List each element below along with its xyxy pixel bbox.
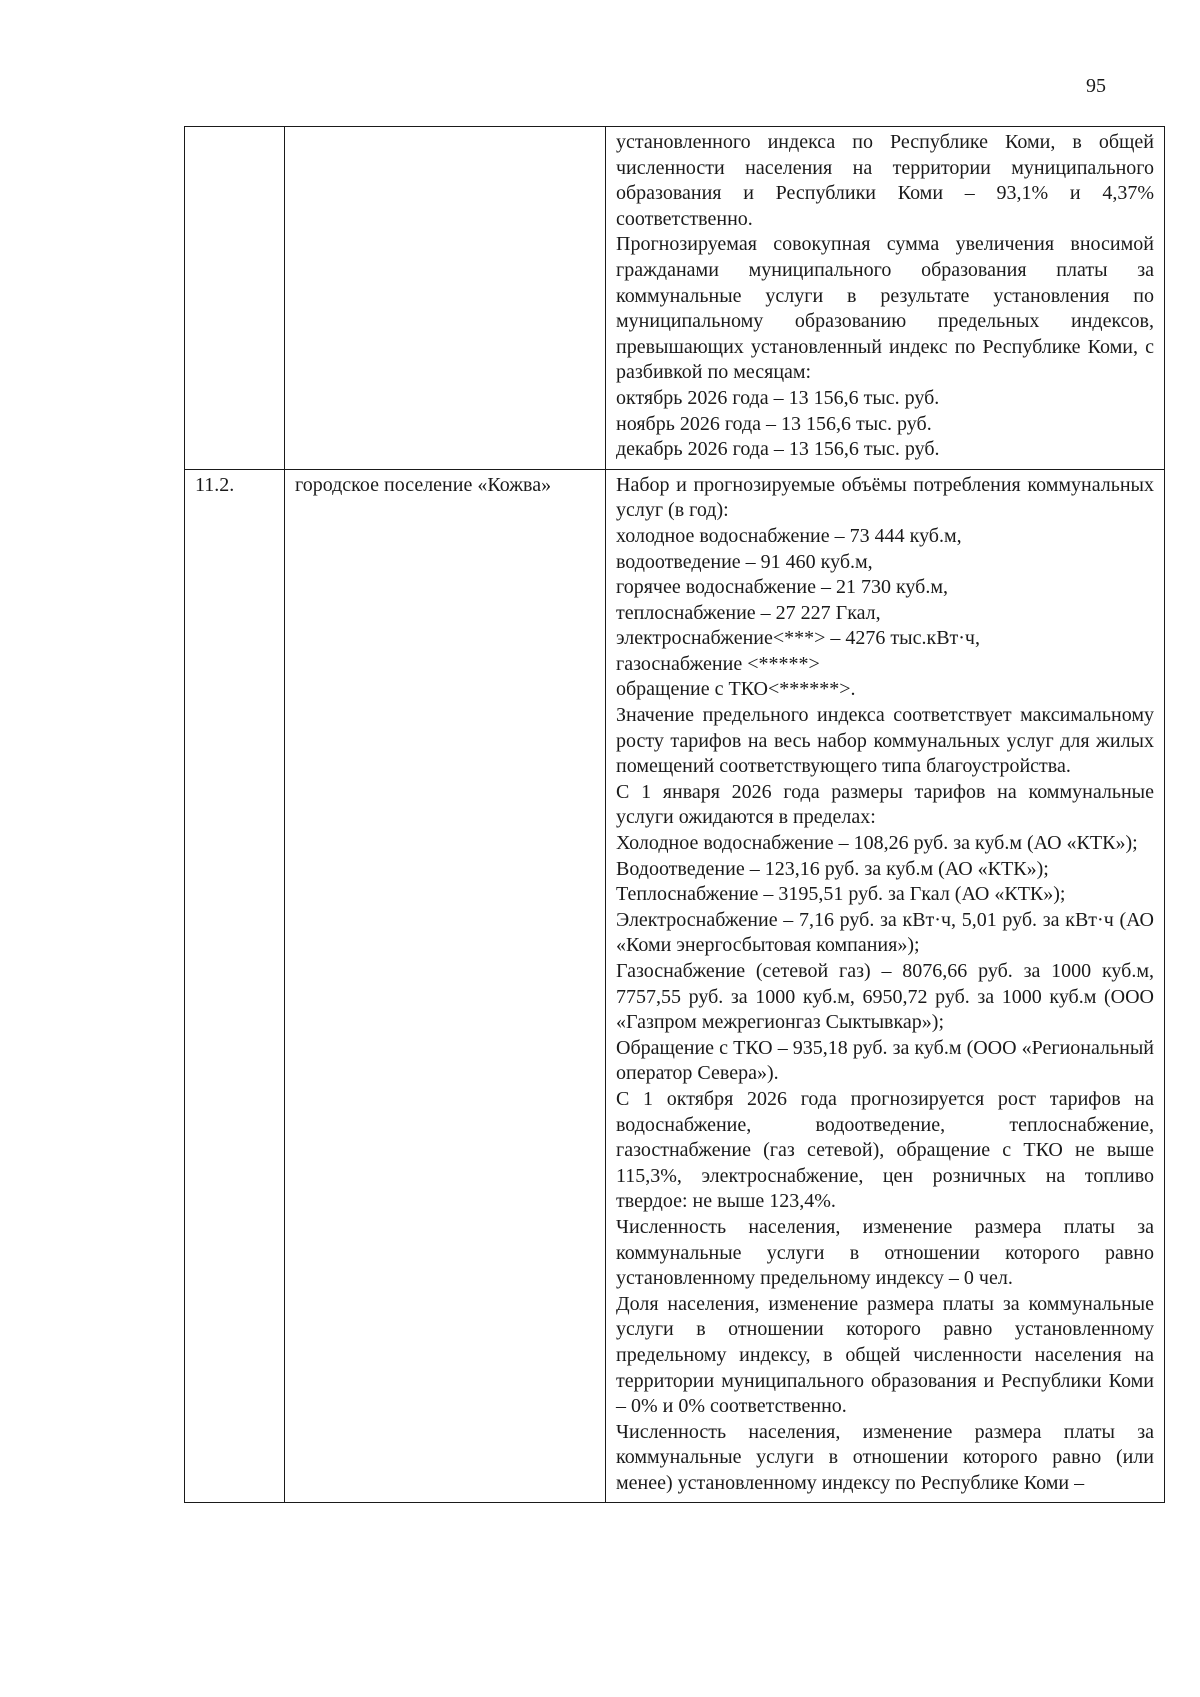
table-row: [185, 127, 1165, 470]
paragraph: холодное водоснабжение – 73 444 куб.м,: [616, 524, 962, 547]
paragraph: октябрь 2026 года – 13 156,6 тыс. руб.: [616, 386, 940, 409]
paragraph: Водоотведение – 123,16 руб. за куб.м (АО «КТК»);: [616, 857, 1049, 880]
paragraph: Обращение с ТКО – 935,18 руб. за куб.м (ООО «Региональный оператор Севера»).: [616, 1036, 1154, 1085]
description-cell: [606, 127, 1165, 470]
paragraph: Численность населения, изменение размера платы за коммунальные услуги в отношении которого равно (или менее) установленному индексу по Республике Коми –: [616, 1420, 1154, 1494]
paragraph: С 1 января 2026 года размеры тарифов на коммунальные услуги ожидаются в пределах:: [616, 780, 1154, 829]
paragraph: ноябрь 2026 года – 13 156,6 тыс. руб.: [616, 412, 932, 435]
paragraph: электроснабжение<***> – 4276 тыс.кВт·ч,: [616, 627, 980, 650]
paragraph: С 1 октября 2026 года прогнозируется рост тарифов на водоснабжение, водоотведение, теплоснабжение, газостнабжение (газ сетевой), обращение с ТКО не выше 115,3%, электроснабжение, цен розничных на топливо твердое: не выше 123,4%.: [616, 1087, 1154, 1213]
municipality-name-cell: [285, 127, 606, 470]
paragraph: декабрь 2026 года – 13 156,6 тыс. руб.: [616, 438, 940, 461]
paragraph: Электроснабжение – 7,16 руб. за кВт·ч, 5,01 руб. за кВт·ч (АО «Коми энергосбытовая компания»);: [616, 908, 1154, 957]
description-cell: [606, 469, 1165, 1503]
paragraph: Холодное водоснабжение – 108,26 руб. за куб.м (АО «КТК»);: [616, 832, 1138, 855]
table-row: [185, 469, 1165, 1503]
paragraph: водоотведение – 91 460 куб.м,: [616, 550, 873, 573]
paragraph: горячее водоснабжение – 21 730 куб.м,: [616, 576, 948, 599]
row-number-cell: 11.2.: [185, 469, 285, 1503]
paragraph: Доля населения, изменение размера платы за коммунальные услуги в отношении которого равно установленному предельному индексу, в общей численности населения на территории муниципального образования и Республики Коми – 0% и 0% соответственно.: [616, 1292, 1154, 1418]
tariff-table: [184, 126, 1165, 1503]
page-number: 95: [1086, 75, 1106, 97]
paragraph: газоснабжение <*****>: [616, 652, 820, 675]
paragraph: Набор и прогнозируемые объёмы потребления коммунальных услуг (в год):: [616, 473, 1154, 522]
paragraph: теплоснабжение – 27 227 Гкал,: [616, 601, 881, 624]
row-number-cell: [185, 127, 285, 470]
paragraph: Теплоснабжение – 3195,51 руб. за Гкал (АО «КТК»);: [616, 883, 1066, 906]
municipality-name-cell: городское поселение «Кожва»: [285, 469, 606, 1503]
paragraph: Значение предельного индекса соответствует максимальному росту тарифов на весь набор коммунальных услуг для жилых помещений соответствующего типа благоустройства.: [616, 704, 1154, 778]
paragraph: обращение с ТКО<******>.: [616, 678, 856, 701]
paragraph: установленного индекса по Республике Коми, в общей численности населения на территории муниципального образования и Республики Коми – 93,1% и 4,37% соответственно.: [616, 131, 1154, 230]
paragraph: Прогнозируемая совокупная сумма увеличения вносимой гражданами муниципального образования платы за коммунальные услуги в результате установления по муниципальному образованию предельных индексов, превышающих установленный индекс по Республике Коми, с разбивкой по месяцам:: [616, 233, 1154, 384]
paragraph: Газоснабжение (сетевой газ) – 8076,66 руб. за 1000 куб.м, 7757,55 руб. за 1000 куб.м, 6950,72 руб. за 1000 куб.м (ООО «Газпром межрегионгаз Сыктывкар»);: [616, 960, 1154, 1034]
paragraph: Численность населения, изменение размера платы за коммунальные услуги в отношении которого равно установленному предельному индексу – 0 чел.: [616, 1215, 1154, 1290]
